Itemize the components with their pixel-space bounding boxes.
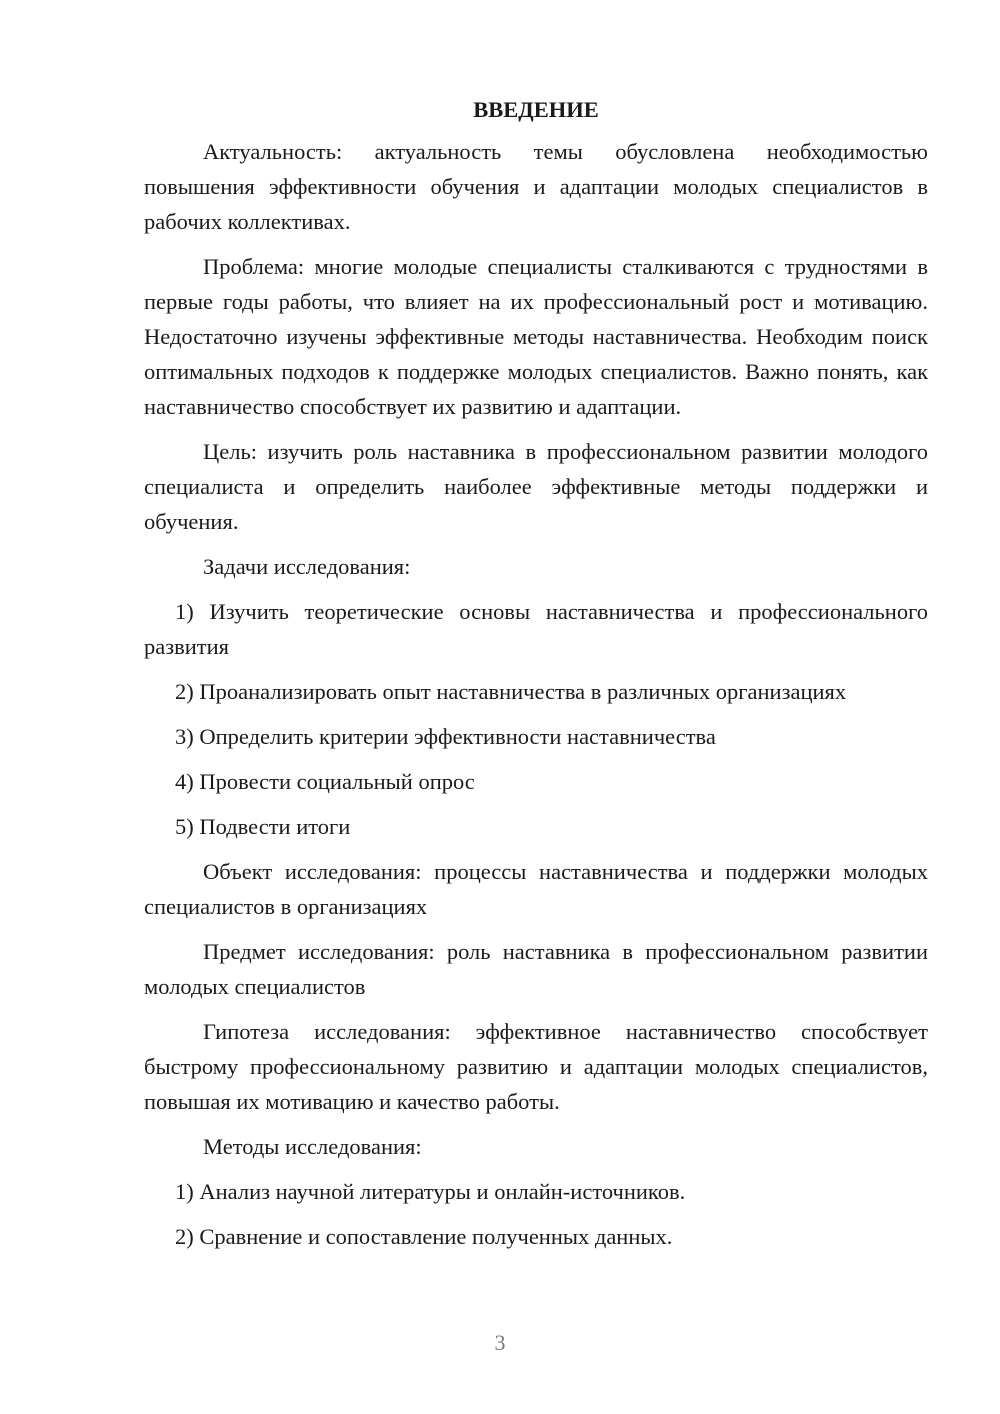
page-number: 3 xyxy=(494,1330,506,1355)
tasks-heading: Задачи исследования: xyxy=(203,554,411,579)
object-paragraph: Объект исследования: процессы наставничества и поддержки молодых специалистов в организациях xyxy=(144,859,928,919)
methods-heading: Методы исследования: xyxy=(203,1134,422,1159)
document-page xyxy=(144,92,928,1264)
task-item: 3) Определить критерии эффективности наставничества xyxy=(175,724,716,749)
hypothesis-paragraph: Гипотеза исследования: эффективное наставничество способствует быстрому профессиональному развитию и адаптации молодых специалистов, повышая их мотивацию и качество работы. xyxy=(144,1019,928,1114)
method-item: 1) Анализ научной литературы и онлайн-источников. xyxy=(175,1179,686,1204)
section-title: ВВЕДЕНИЕ xyxy=(473,97,599,122)
task-item: 5) Подвести итоги xyxy=(175,814,351,839)
problem-paragraph: Проблема: многие молодые специалисты сталкиваются с трудностями в первые годы работы, что влияет на их профессиональный рост и мотивацию. Недостаточно изучены эффективные методы наставничества. Необходим поиск оптимальных подходов к поддержке молодых специалистов. Важно понять, как наставничество способствует их развитию и адаптации. xyxy=(144,254,928,419)
task-item: 4) Провести социальный опрос xyxy=(175,769,475,794)
method-item: 2) Сравнение и сопоставление полученных данных. xyxy=(175,1224,673,1249)
task-item: 2) Проанализировать опыт наставничества в различных организациях xyxy=(175,679,847,704)
task-item: 1) Изучить теоретические основы наставничества и профессионального развития xyxy=(144,599,928,659)
subject-paragraph: Предмет исследования: роль наставника в профессиональном развитии молодых специалистов xyxy=(144,939,928,999)
goal-paragraph: Цель: изучить роль наставника в профессиональном развитии молодого специалиста и определить наиболее эффективные методы поддержки и обучения. xyxy=(144,439,928,534)
relevance-paragraph: Актуальность: актуальность темы обусловлена необходимостью повышения эффективности обучения и адаптации молодых специалистов в рабочих коллективах. xyxy=(144,139,928,234)
